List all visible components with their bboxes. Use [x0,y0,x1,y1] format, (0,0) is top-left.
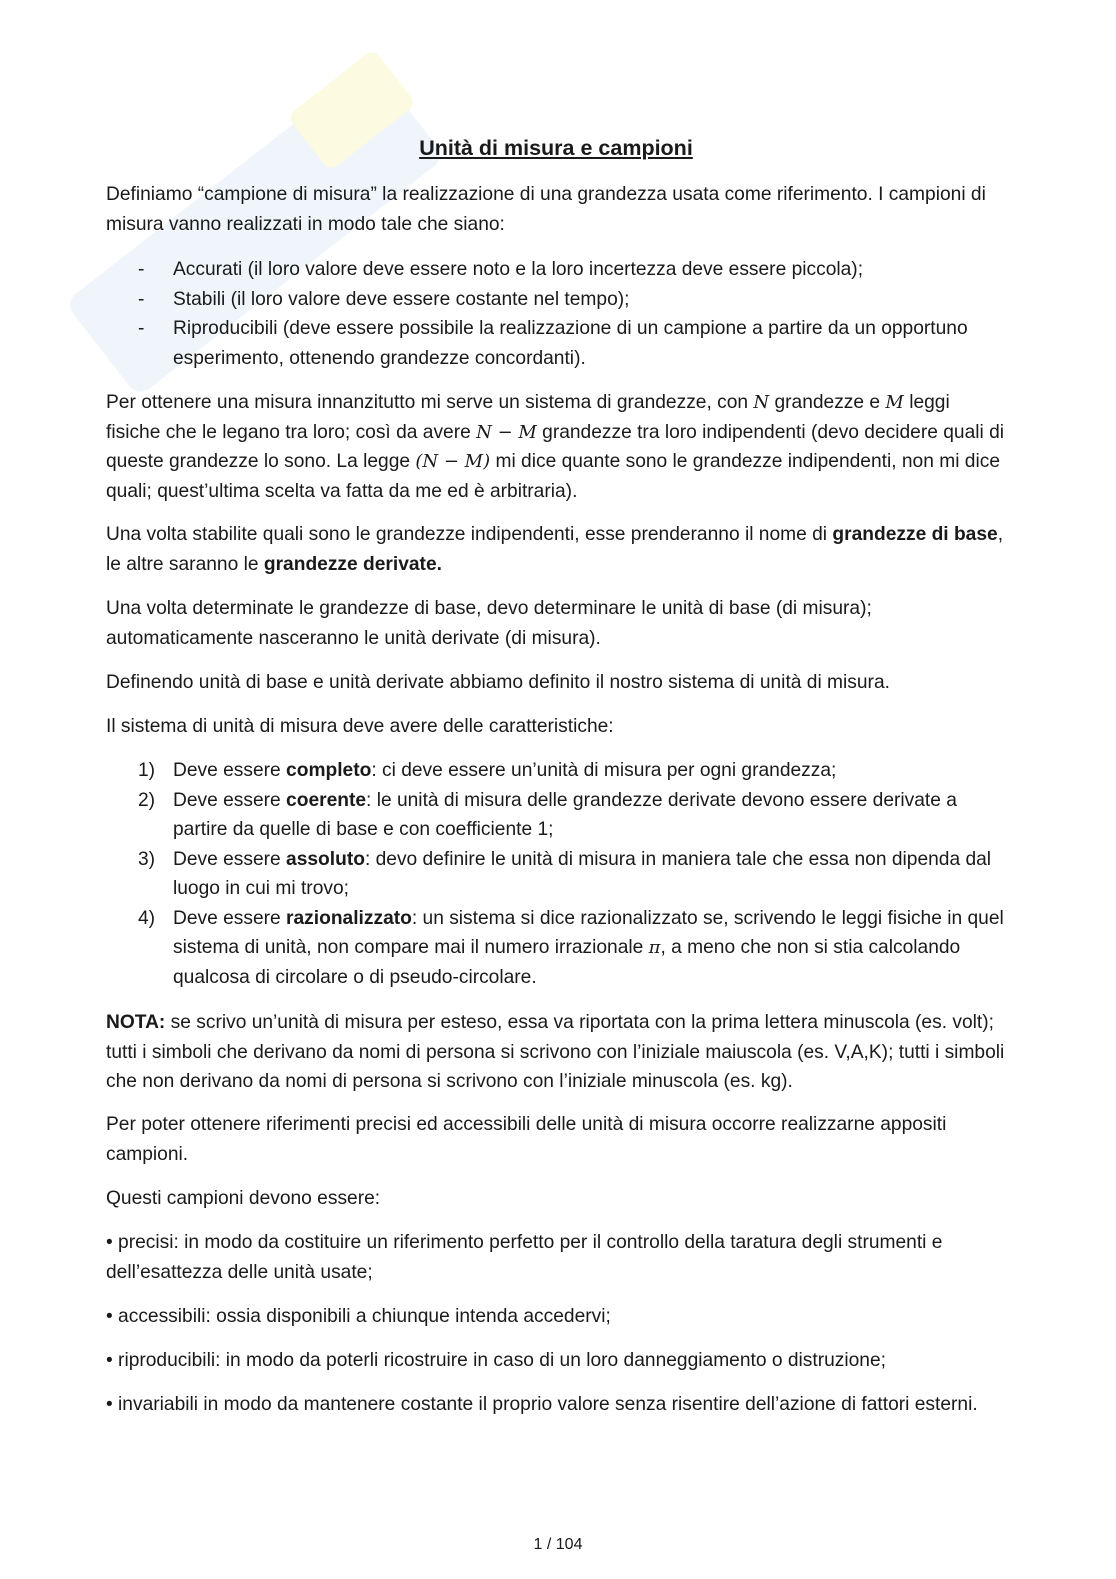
features-list [106,756,1006,992]
bullet-riproducibili: • riproducibili: in modo da poterli ricostruire in caso di un loro danneggiamento o distruzione; [106,1350,886,1371]
list-item: - Accurati (il loro valore deve essere noto e la loro incertezza deve essere piccola); [138,259,864,280]
page-number: 1 / 104 [533,1536,583,1553]
list-item: 1) Deve essere completo: ci deve essere un’unità di misura per ogni grandezza; [138,760,837,781]
grandezze-paragraph: Per ottenere una misura innanzitutto mi serve un sistema di grandezze, con N grandezze e M leggi fisiche che le legano tra loro; così da avere N − M grandezze tra loro indipendenti (devo decidere quali di queste grandezze lo sono. La legge (N − M) mi dice quante sono le grandezze indipendenti, non mi dice quali; quest’ultima scelta va fatta da me ed è arbitraria). [106,392,1005,502]
intro-paragraph: Definiamo “campione di misura” la realizzazione di una grandezza usata come riferimento. I campioni di misura vanno realizzati in modo tale che siano: [106,184,986,235]
devono-paragraph: Questi campioni devono essere: [106,1188,381,1209]
list-item: 4) Deve essere razionalizzato: un sistema si dice razionalizzato se, scrivendo le leggi fisiche in quel sistema di unità, non compare mai il numero irrazionale π, a meno che non si stia calcolando qualcosa di circolare o di pseudo-circolare. [138,907,1004,988]
base-paragraph: Una volta stabilite quali sono le grandezze indipendenti, esse prenderanno il nome di grandezze di base, le altre saranno le grandezze derivate. [106,524,1004,575]
list-item: - Riproducibili (deve essere possibile la realizzazione di un campione a partire da un opportuno esperimento, ottenendo grandezze concordanti). [138,318,968,369]
list-item: 2) Deve essere coerente: le unità di misura delle grandezze derivate devono essere derivate a partire da quelle di base e con coefficiente 1; [138,789,957,840]
page-title: Unità di misura e campioni [419,136,693,160]
list-item: 3) Deve essere assoluto: devo definire le unità di misura in maniera tale che essa non dipenda dal luogo in cui mi trovo; [138,848,992,899]
unita-paragraph: Una volta determinate le grandezze di base, devo determinare le unità di base (di misura); automaticamente nasceranno le unità derivate (di misura). [106,598,872,649]
list-item: - Stabili (il loro valore deve essere costante nel tempo); [138,288,630,310]
caratteristiche-paragraph: Il sistema di unità di misura deve avere delle caratteristiche: [106,716,614,737]
nota-paragraph: NOTA: se scrivo un’unità di misura per esteso, essa va riportata con la prima lettera minuscola (es. volt); tutti i simboli che derivano da nomi di persona si scrivono con l’iniziale maiuscola (es. V,A,K); tutti i simboli che non derivano da nomi di persona si scrivono con l’iniziale minuscola (es. kg). [106,1012,1005,1092]
definendo-paragraph: Definendo unità di base e unità derivate abbiamo definito il nostro sistema di unità di misura. [106,672,890,693]
requirements-list [106,255,1006,373]
bullet-invariabili: • invariabili in modo da mantenere costante il proprio valore senza risentire dell’azione di fattori esterni. [106,1394,978,1415]
bullet-accessibili: • accessibili: ossia disponibili a chiunque intenda accedervi; [106,1306,611,1327]
riferimenti-paragraph: Per poter ottenere riferimenti precisi ed accessibili delle unità di misura occorre realizzarne appositi campioni. [106,1114,947,1165]
bullet-precisi: • precisi: in modo da costituire un riferimento perfetto per il controllo della taratura degli strumenti e dell’esattezza delle unità usate; [106,1232,943,1283]
